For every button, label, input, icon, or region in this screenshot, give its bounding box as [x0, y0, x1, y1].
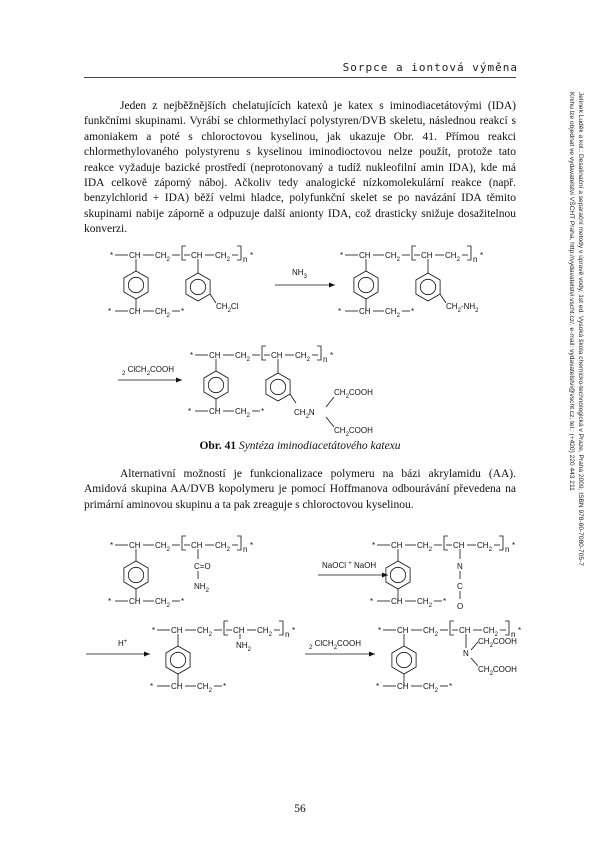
ring-bond	[326, 397, 334, 407]
arrow-head	[144, 652, 150, 657]
repeat-subscript: n	[323, 355, 328, 364]
repeat-subscript: n	[243, 255, 248, 264]
chain-end-marker: *	[152, 626, 156, 635]
side-note-line-2: Knihu lze objednat ve vydavatelství VŠCHT Praha, http://vydavatelstvi.vscht.cz/, e-mail: vydavatelstvi@vscht.cz, tel.: (+420) 220 443 211	[568, 92, 576, 491]
ring-bond	[326, 417, 334, 427]
polymer-bracket-close	[237, 246, 241, 260]
figure-caption-label: Obr. 41	[199, 440, 237, 452]
polymer-bracket-close	[279, 621, 283, 635]
ch2-group: $CH_2$	[417, 541, 432, 553]
ch-group: CH	[129, 597, 141, 606]
ch2cooh-group: $CH_2COOH$	[478, 665, 517, 677]
chain-end-marker: *	[261, 407, 265, 416]
ch-group: CH	[191, 251, 203, 260]
reagent-naocl-label: NaOCl + NaOH	[322, 561, 377, 570]
ch-group: CH	[209, 407, 221, 416]
ch-group: CH	[359, 307, 371, 316]
chain-end-marker: *	[292, 626, 296, 635]
chain-end-marker: *	[411, 307, 415, 316]
benzene-ring-crosslink	[124, 271, 148, 299]
ch2-group: $CH_2$	[215, 251, 230, 263]
side-note-line-1: Jelínek Luděk a kol.: Desalinační a separační metody v úpravě vody, 1st ed. Vysoká škola chemicko-technologická v Praze, Praha 2009, ISBN 978-80-7080-705-7	[577, 92, 584, 566]
chain-end-marker: *	[518, 626, 522, 635]
ch2-group: $CH_2$	[483, 626, 498, 638]
ch-group: CH	[129, 251, 141, 260]
repeat-subscript: n	[505, 545, 510, 554]
benzene-ring-crosslink	[166, 646, 190, 674]
polymer-bracket-open	[262, 346, 266, 360]
figure-caption-text: Syntéza iminodiacetátového katexu	[238, 440, 401, 452]
ch-group: CH	[453, 541, 465, 550]
ch-group: CH	[129, 307, 141, 316]
chain-end-marker: *	[443, 597, 447, 606]
ch2-group: $CH_2$	[197, 682, 212, 694]
arrow-head	[382, 573, 388, 578]
chain-end-marker: *	[110, 541, 114, 550]
benzene-ring-functional	[186, 273, 210, 301]
aromatic-circle	[396, 652, 411, 667]
aromatic-circle	[208, 377, 223, 392]
chain-end-marker: *	[340, 251, 344, 260]
polymer-bracket-open	[450, 621, 454, 635]
chain-end-marker: *	[370, 597, 374, 606]
chain-end-marker: *	[378, 626, 382, 635]
ch2cooh-group: $CH_2COOH$	[334, 388, 373, 400]
chain-end-marker: *	[512, 541, 516, 550]
ch2n-group: $CH_2N$	[294, 408, 315, 420]
isocyanate-o: O	[457, 602, 464, 611]
side-bond	[471, 642, 478, 650]
ch2-group: $CH_2$	[423, 626, 438, 638]
amide-co-group: C=O	[194, 562, 211, 571]
repeat-subscript: n	[511, 630, 516, 639]
chain-end-marker: *	[150, 682, 154, 691]
aromatic-circle	[420, 279, 435, 294]
ch-group: CH	[233, 626, 245, 635]
ch2cl-group: $CH_2Cl$	[216, 302, 239, 314]
chain-end-marker: *	[372, 541, 376, 550]
aromatic-circle	[358, 277, 373, 292]
chain-end-marker: *	[449, 682, 453, 691]
page-number: 56	[294, 803, 306, 815]
ch2-group: $CH_2$	[197, 626, 212, 638]
aromatic-circle	[170, 652, 185, 667]
chain-end-marker: *	[480, 251, 484, 260]
chain-end-marker: *	[190, 351, 194, 360]
reagent-nh3-label: $NH_3$	[292, 268, 307, 280]
chain-end-marker: *	[108, 597, 112, 606]
ch2-group: $CH_2$	[155, 597, 170, 609]
running-header-title: Sorpce a iontová výměna	[342, 61, 518, 74]
ch2nh2-group: $CH_2-NH_2$	[446, 302, 479, 314]
chain-end-marker: *	[108, 307, 112, 316]
polymer-bracket-open	[412, 246, 416, 260]
ch2-group: $CH_2$	[257, 626, 272, 638]
ch-group: CH	[459, 626, 471, 635]
ch-group: CH	[391, 597, 403, 606]
polymer-bracket-open	[182, 536, 186, 550]
paragraph-acrylamide: Alternativní možností je funkcionalizace polymeru na bázi akrylamidu (AA). Amidová skupina AA/DVB kopolymeru je pomocí Hoffmanova odbourávání převedena na primární aminovou skupinu a ta pak zreaguje s chloroctovou kyselinou.	[84, 468, 516, 511]
benzene-ring-functional	[266, 373, 290, 401]
chain-end-marker: *	[181, 597, 185, 606]
nh2-group: $NH_2$	[194, 582, 209, 594]
repeat-subscript: n	[243, 545, 248, 554]
ch2-group: $CH_2$	[445, 251, 460, 263]
ch-group: CH	[397, 682, 409, 691]
ch2-group: $CH_2$	[155, 307, 170, 319]
ch-group: CH	[359, 251, 371, 260]
chain-end-marker: *	[110, 251, 114, 260]
chain-end-marker: *	[223, 682, 227, 691]
ch-group: CH	[421, 251, 433, 260]
polymer-bracket-close	[237, 536, 241, 550]
side-bond	[471, 658, 478, 666]
ch2-group: $CH_2$	[215, 541, 230, 553]
reagent-hplus-label: H+	[118, 639, 128, 648]
isocyanate-c: C	[457, 582, 463, 591]
aromatic-circle	[390, 567, 405, 582]
polymer-bracket-open	[444, 536, 448, 550]
arrow-head	[369, 652, 375, 657]
nh2-group: $NH_2$	[236, 641, 251, 653]
ch-group: CH	[171, 682, 183, 691]
benzene-ring-crosslink	[354, 271, 378, 299]
polymer-bracket-close	[317, 346, 321, 360]
aromatic-circle	[190, 279, 205, 294]
polymer-bracket-close	[467, 246, 471, 260]
figure-caption	[84, 440, 516, 452]
amine-n: N	[463, 649, 469, 658]
benzene-ring-crosslink	[386, 561, 410, 589]
chain-end-marker: *	[250, 541, 254, 550]
ch-group: CH	[271, 351, 283, 360]
reagent-clch2cooh-label: $_2$ ClCH$_2$COOH	[309, 639, 362, 651]
aromatic-circle	[128, 277, 143, 292]
polymer-bracket-close	[505, 621, 509, 635]
benzene-ring-crosslink	[204, 371, 228, 399]
ch2-group: $CH_2$	[235, 407, 250, 419]
ch2-group: $CH_2$	[235, 351, 250, 363]
ch-group: CH	[171, 626, 183, 635]
ch-group: CH	[397, 626, 409, 635]
ring-bond	[290, 394, 296, 403]
ch2-group: $CH_2$	[477, 541, 492, 553]
repeat-subscript: n	[285, 630, 290, 639]
ch-group: CH	[209, 351, 221, 360]
ch-group: CH	[391, 541, 403, 550]
ch2-group: $CH_2$	[417, 597, 432, 609]
ch2-group: $CH_2$	[423, 682, 438, 694]
polymer-bracket-open	[182, 246, 186, 260]
ch2-group: $CH_2$	[155, 541, 170, 553]
ch-group: CH	[129, 541, 141, 550]
chain-end-marker: *	[338, 307, 342, 316]
chain-end-marker: *	[188, 407, 192, 416]
chain-end-marker: *	[250, 251, 254, 260]
ch2-group: $CH_2$	[155, 251, 170, 263]
ch2cooh-group: $CH_2COOH$	[478, 637, 517, 649]
arrow-head	[329, 283, 335, 288]
chain-end-marker: *	[181, 307, 185, 316]
polymer-bracket-open	[224, 621, 228, 635]
arrow-head	[176, 378, 182, 383]
ch2-group: $CH_2$	[385, 251, 400, 263]
benzene-ring-crosslink	[124, 561, 148, 589]
benzene-ring-functional	[416, 273, 440, 301]
isocyanate-n: N	[457, 562, 463, 571]
polymer-bracket-close	[499, 536, 503, 550]
aromatic-circle	[128, 567, 143, 582]
ch-group: CH	[191, 541, 203, 550]
paragraph-ida-intro: Jeden z nejběžnějších chelatujících katexů je katex s iminodiacetátovými (IDA) funkčními skupinami. Vyrábí se chlormethylací polystyren/DVB skeletu, následnou reakcí s amoniakem a poté s chloroctovou kyselinou, jak ukazuje Obr. 41. Přímou reakci chlormethylovaného polystyrenu s kyselinou iminodioctovou nelze použít, protože tato reakce vyžaduje bazické prostředí (neprotonovaný a tudíž nukleofilní amin IDA), kde má IDA celkově záporný náboj. Ačkoliv tedy analogické nízkomolekulární reakce (např. benzylchlorid + IDA) běží velmi hladce, polyfunkční skelet se po navázání IDA těmito skupinami nabije záporně a odpuzuje další anionty IDA, což drasticky snižuje dosažitelnou konverzi.	[84, 100, 516, 236]
chain-end-marker: *	[376, 682, 380, 691]
ch2cooh-group: $CH_2COOH$	[334, 426, 373, 438]
reagent-clch2cooh-label: $_2$ ClCH$_2$COOH	[122, 365, 175, 377]
ch2-group: $CH_2$	[295, 351, 310, 363]
benzene-ring-crosslink	[392, 646, 416, 674]
repeat-subscript: n	[473, 255, 478, 264]
aromatic-circle	[270, 379, 285, 394]
chain-end-marker: *	[330, 351, 334, 360]
ch2-group: $CH_2$	[385, 307, 400, 319]
